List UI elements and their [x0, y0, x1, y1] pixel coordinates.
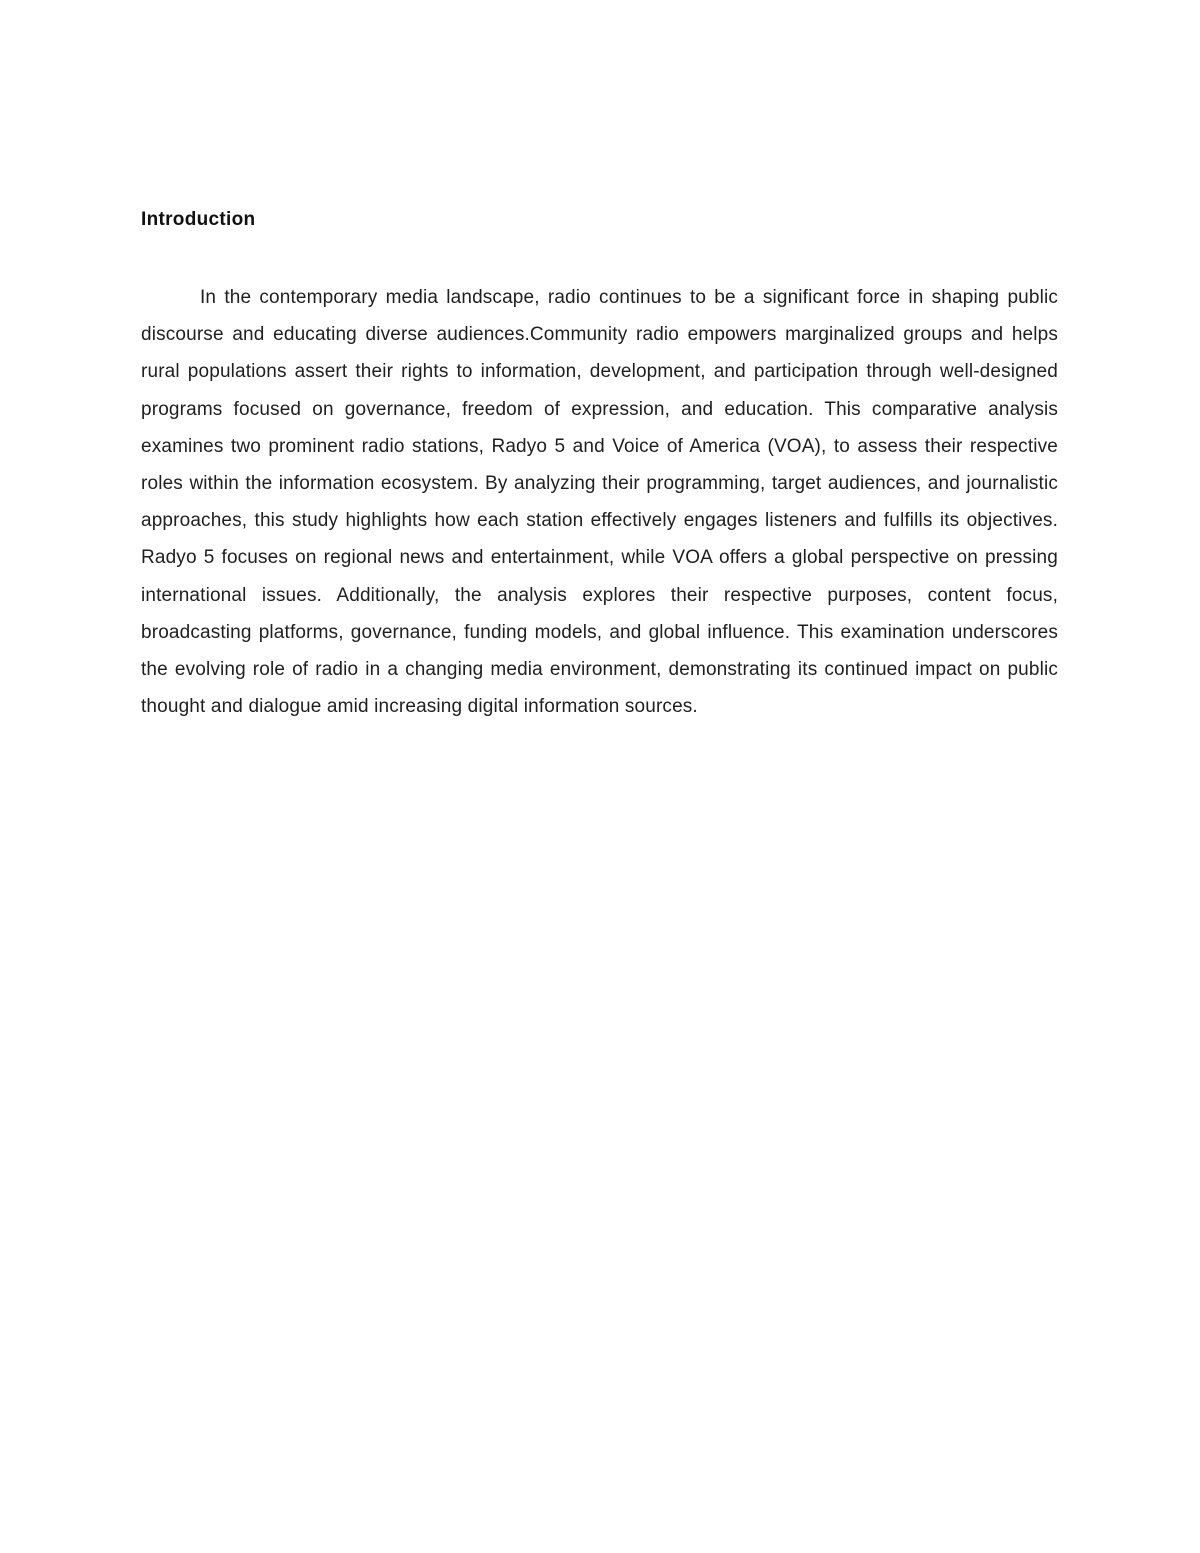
document-content — [141, 205, 1058, 725]
section-heading: Introduction — [141, 209, 256, 230]
introduction-paragraph: In the contemporary media landscape, radio continues to be a significant force in shaping public discourse and educating diverse audiences.Community radio empowers marginalized groups and helps rural populations assert their rights to information, development, and participation through well-designed programs focused on governance, freedom of expression, and education. This comparative analysis examines two prominent radio stations, Radyo 5 and Voice of America (VOA), to assess their respective roles within the information ecosystem. By analyzing their programming, target audiences, and journalistic approaches, this study highlights how each station effectively engages listeners and fulfills its objectives. Radyo 5 focuses on regional news and entertainment, while VOA offers a global perspective on pressing international issues. Additionally, the analysis explores their respective purposes, content focus, broadcasting platforms, governance, funding models, and global influence. This examination underscores the evolving role of radio in a changing media environment, demonstrating its continued impact on public thought and dialogue amid increasing digital information sources. — [141, 287, 1058, 718]
